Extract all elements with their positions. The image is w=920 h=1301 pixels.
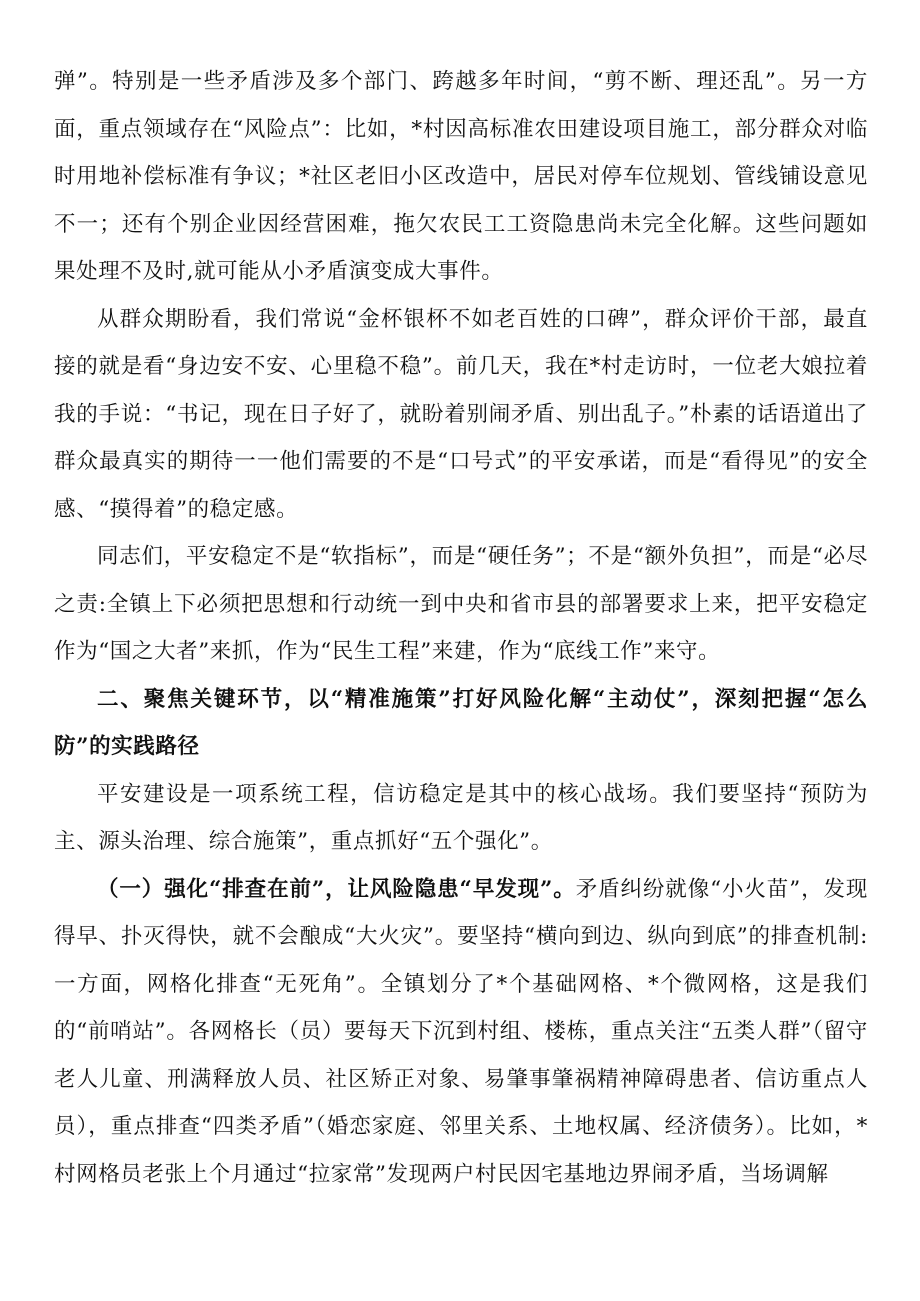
paragraph-5 — [54, 866, 868, 1199]
paragraph-5-text: 矛盾纠纷就像“小火苗”，发现得早、扑灭得快，就不会酿成“大火灾”。要坚持“横向到边、纵向到底”的排查机制:一方面，网格化排查“无死角”。全镇划分了*个基础网格、*个微网格，这是我们的“前哨站”。各网格长（员）要每天下沉到村组、楼栋，重点关注“五类人群”（留守老人儿童、刑满释放人员、社区矫正对象、易肇事肇祸精神障碍患者、信访重点人员），重点排查“四类矛盾”（婚恋家庭、邻里关系、土地权属、经济债务）。比如，*村网格员老张上个月通过“拉家常”发现两户村民因宅基地边界闹矛盾，当场调解 — [54, 876, 868, 1187]
section-heading-2: 二、聚焦关键环节，以“精准施策”打好风险化解“主动仗”，深刻把握“怎么防”的实践路径 — [54, 686, 868, 759]
paragraph-3: 同志们，平安稳定不是“软指标”，而是“硬任务”；不是“额外负担”，而是“必尽之责:全镇上下必须把思想和行动统一到中央和省市县的部署要求上来，把平安稳定作为“国之大者”来抓，作为“民生工程”来建，作为“底线工作”来守。 — [54, 544, 868, 664]
paragraph-2: 从群众期盼看，我们常说“金杯银杯不如老百姓的口碑”，群众评价干部，最直接的就是看“身边安不安、心里稳不稳”。前几天，我在*村走访时，一位老大娘拉着我的手说：“书记，现在日子好了，就盼着别闹矛盾、别出乱子。”朴素的话语道出了群众最真实的期待一一他们需要的不是“口号式”的平安承诺，而是“看得见”的安全感、“摸得着”的稳定感。 — [54, 306, 868, 522]
document-body — [54, 58, 868, 1198]
paragraph-1: 弹”。特别是一些矛盾涉及多个部门、跨越多年时间，“剪不断、理还乱”。另一方面，重点领域存在“风险点”：比如，*村因高标准农田建设项目施工，部分群众对临时用地补偿标准有争议；*社区老旧小区改造中，居民对停车位规划、管线铺设意见不一；还有个别企业因经营困难，拖欠农民工工资隐患尚未完全化解。这些问题如果处理不及时,就可能从小矛盾演变成大事件。 — [54, 69, 868, 284]
paragraph-4: 平安建设是一项系统工程，信访稳定是其中的核心战场。我们要坚持“预防为主、源头治理、综合施策”，重点抓好“五个强化”。 — [54, 781, 868, 854]
subsection-lead: （一）强化“排查在前”，让风险隐患“早发现”。 — [97, 876, 576, 902]
